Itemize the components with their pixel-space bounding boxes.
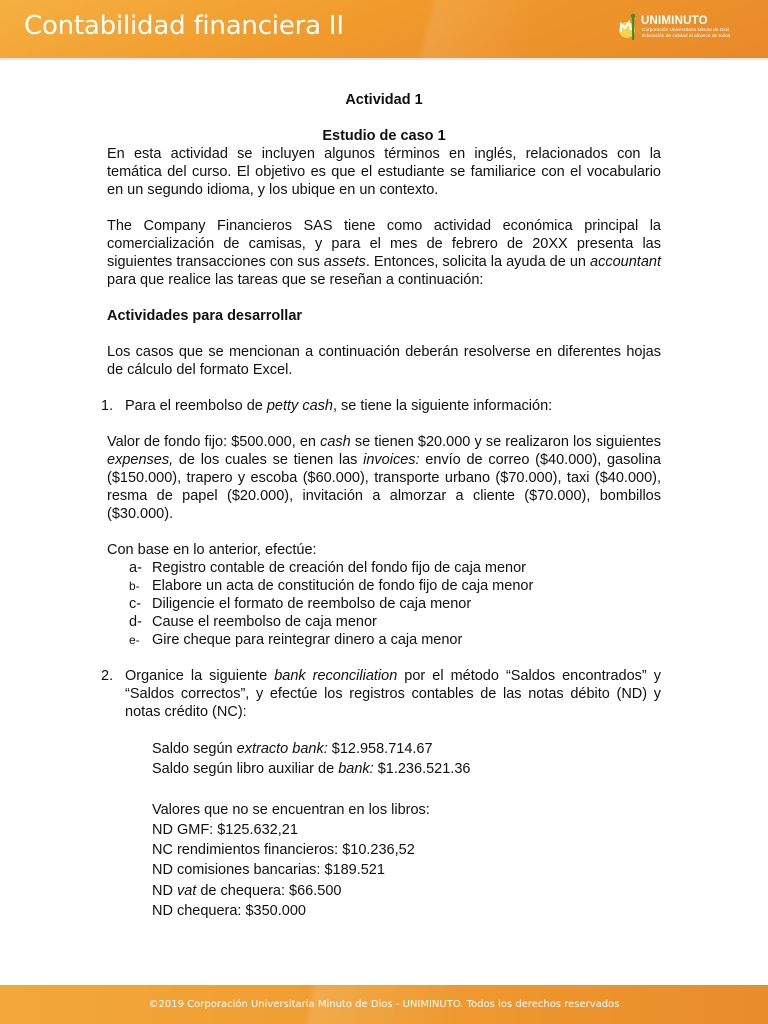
saldo1-value: $12.958.714.67 — [327, 741, 433, 757]
activity-title: Actividad 1 — [345, 92, 423, 108]
uniminuto-logo-icon — [617, 12, 641, 46]
valores-heading: Valores que no se encuentran en los libros: — [152, 801, 430, 818]
saldo2-text-a: Saldo según libro auxiliar de — [152, 761, 339, 778]
nd-gmf: ND GMF: $125.632,21 — [152, 821, 298, 838]
term-accountant: accountant — [590, 254, 661, 270]
document-body — [101, 91, 662, 921]
footer-copyright: ©2019 Corporación Universitaria Minuto de Dios - UNIMINUTO. Todos los derechos reservados — [148, 999, 620, 1010]
nd-chequera: ND chequera: $350.000 — [152, 903, 306, 920]
logo-subtitle-line2: Educación de calidad al alcance de todos — [642, 34, 731, 39]
term-petty-cash: petty cash — [266, 398, 333, 414]
saldo-extracto — [152, 739, 661, 759]
p4-text-e: de los cuales se tienen las — [173, 452, 364, 468]
saldo2-value: $1.236.521.36 — [373, 761, 471, 778]
list-item-text: Registro contable de creación del fondo fijo de caja menor — [152, 560, 527, 576]
nd-vat — [152, 881, 661, 901]
term-bank-reconciliation: bank reconciliation — [274, 668, 398, 684]
term-cash: cash — [320, 434, 351, 450]
p4-text-a: Valor de fondo fijo: $500.000, en — [107, 434, 321, 450]
item1-text-c: , se tiene la siguiente información: — [332, 398, 553, 414]
logo-subtitle-line1: Corporación Universitaria Minuto de Dios — [642, 28, 730, 33]
task-list — [107, 559, 661, 649]
list-item-text: Diligencie el formato de reembolso de caja menor — [152, 596, 472, 612]
term-bank: bank: — [338, 761, 374, 778]
list-item — [107, 559, 661, 577]
item2-text-c: por el método “Saldos encontrados” y “Saldos correctos”, y efectúe los registros contables de las notas débito (ND) y notas crédito (NC): — [125, 668, 662, 720]
page-header — [0, 0, 768, 60]
nd-vat-text-c: de chequera: $66.500 — [196, 882, 342, 899]
p4-text-g: envío de correo ($40.000), gasolina ($150.000), trapero y escoba ($60.000), transporte urbano ($70.000), taxi ($40.000), resma de papel ($20.000), invitación a almorzar a cliente ($70.000), bombillos ($30.000). — [107, 452, 661, 522]
petty-cash-paragraph — [107, 433, 661, 523]
nd-vat-text-a: ND — [152, 882, 177, 899]
list-item-2 — [101, 667, 662, 721]
logo-name: UNIMINUTO — [641, 15, 708, 27]
page-footer — [0, 985, 768, 1024]
list-item-1 — [101, 397, 661, 415]
activities-heading: Actividades para desarrollar — [107, 308, 303, 324]
nc-rendimientos: NC rendimientos financieros: $10.236,52 — [152, 842, 415, 859]
instructions-intro: Con base en lo anterior, efectúe: — [107, 542, 317, 558]
intro-paragraph: En esta actividad se incluyen algunos términos en inglés, relacionados con la temática del curso. El objetivo es que el estudiante se familiarice con el vocabulario en un segundo idioma, y los ubique en un contexto. — [107, 146, 661, 198]
item1-text-a: Para el reembolso de — [125, 398, 267, 414]
saldo1-text-a: Saldo según — [152, 741, 237, 757]
uniminuto-logo — [617, 12, 747, 46]
list-item — [107, 595, 661, 613]
term-vat: vat — [176, 882, 197, 899]
list-letter: e- — [129, 633, 140, 647]
list-item — [107, 577, 661, 595]
course-title: Contabilidad financiera II — [24, 11, 344, 41]
list-number-2: 2. — [101, 668, 114, 684]
case-study-title: Estudio de caso 1 — [322, 128, 446, 144]
term-invoices: invoices: — [363, 452, 420, 468]
term-assets: assets — [323, 254, 366, 270]
list-item-text: Cause el reembolso de caja menor — [152, 614, 377, 630]
item2-text-a: Organice la siguiente — [125, 668, 275, 684]
company-text-a: The Company Financieros SAS tiene como actividad económica principal la comercialización de camisas, y para el mes de febrero de 20XX presenta las siguientes transacciones con sus — [107, 218, 661, 270]
list-letter: a- — [129, 560, 142, 576]
list-letter: d- — [129, 614, 142, 630]
term-extracto-bank: extracto bank: — [236, 741, 328, 757]
p4-text-c: se tienen $20.000 y se realizaron los siguientes — [350, 434, 662, 450]
company-text-e: para que realice las tareas que se reseñan a continuación: — [107, 272, 484, 288]
list-item — [107, 613, 661, 631]
term-expenses: expenses, — [107, 452, 174, 468]
saldo-libro — [152, 759, 661, 779]
balances-block — [107, 739, 661, 921]
list-item — [107, 631, 661, 649]
excel-paragraph: Los casos que se mencionan a continuación deberán resolverse en diferentes hojas de cálculo del formato Excel. — [107, 344, 661, 378]
nd-comisiones: ND comisiones bancarias: $189.521 — [152, 862, 385, 879]
company-text-c: . Entonces, solicita la ayuda de un — [365, 254, 591, 270]
list-letter: b- — [129, 579, 140, 593]
logo-subtitle — [642, 28, 730, 40]
list-letter: c- — [129, 596, 142, 612]
list-item-text: Gire cheque para reintegrar dinero a caja menor — [152, 632, 463, 648]
company-paragraph — [107, 217, 661, 289]
list-number-1: 1. — [101, 398, 114, 414]
list-item-text: Elabore un acta de constitución de fondo fijo de caja menor — [152, 578, 534, 594]
